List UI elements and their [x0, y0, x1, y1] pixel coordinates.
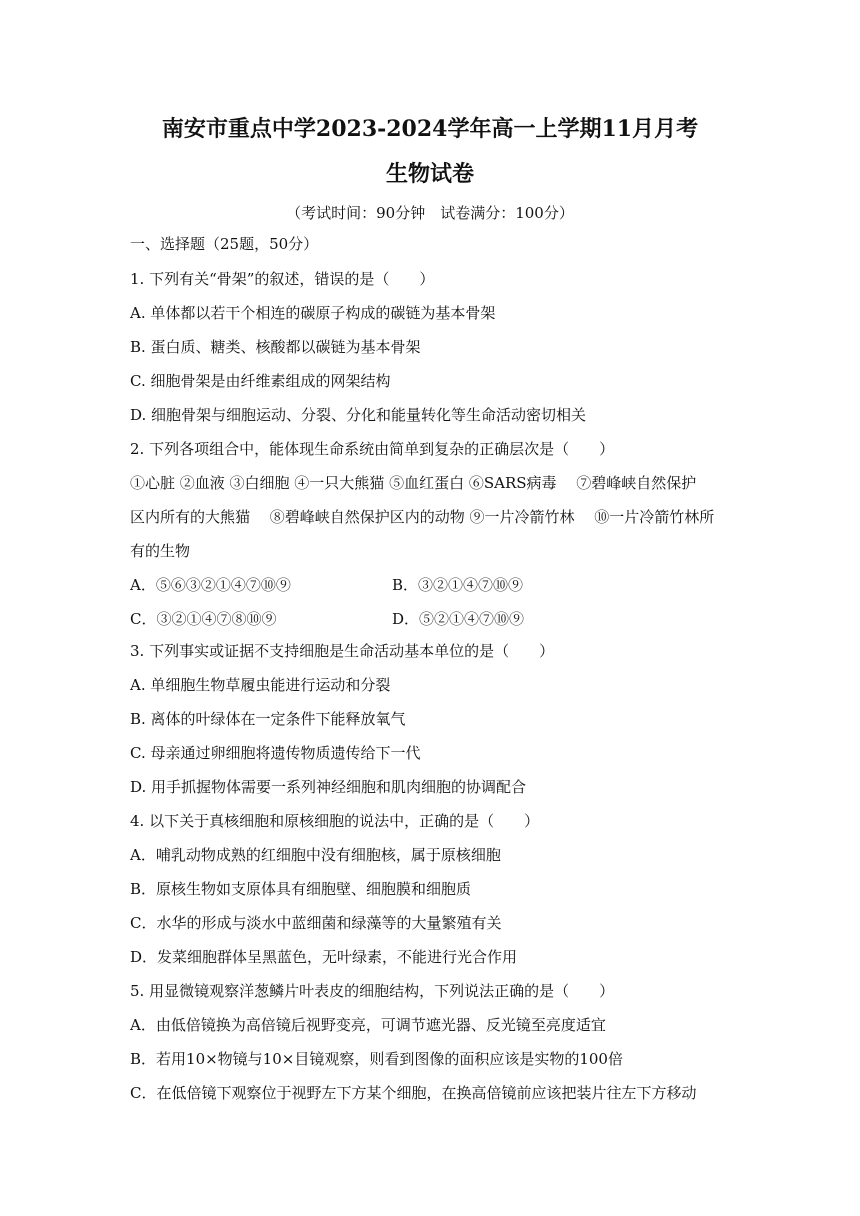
question-2-items-line-3: 有的生物 [130, 542, 191, 560]
question-2-items-line-2: 区内所有的大熊猫 ⑧碧峰峡自然保护区内的动物 ⑨一片冷箭竹林 ⑩一片冷箭竹林所 [130, 508, 715, 526]
question-3-option-d: D. 用手抓握物体需要一系列神经细胞和肌肉细胞的协调配合 [130, 778, 527, 796]
question-1-option-d: D. 细胞骨架与细胞运动、分裂、分化和能量转化等生命活动密切相关 [130, 406, 587, 424]
exam-subject: 生物试卷 [385, 161, 474, 187]
question-5-option-c: C．在低倍镜下观察位于视野左下方某个细胞，在换高倍镜前应该把装片往左下方移动 [130, 1084, 697, 1102]
exam-title: 南安市重点中学2023-2024学年高一上学期11月月考 [161, 116, 699, 142]
question-2-option-a: A．⑤⑥③②①④⑦⑩⑨ [130, 576, 291, 594]
question-1-option-c: C. 细胞骨架是由纤维素组成的网架结构 [130, 372, 391, 390]
question-5-stem: 5. 用显微镜观察洋葱鳞片叶表皮的细胞结构，下列说法正确的是（ ） [130, 982, 615, 1000]
question-3-option-a: A. 单细胞生物草履虫能进行运动和分裂 [130, 676, 391, 694]
question-2-option-c: C．③②①④⑦⑧⑩⑨ [130, 610, 277, 628]
question-2-option-d: D．⑤②①④⑦⑩⑨ [392, 610, 525, 628]
question-4-option-d: D．发菜细胞群体呈黑蓝色，无叶绿素，不能进行光合作用 [130, 948, 518, 966]
question-1-option-a: A. 单体都以若干个相连的碳原子构成的碳链为基本骨架 [130, 304, 496, 322]
question-2-option-b: B．③②①④⑦⑩⑨ [392, 576, 524, 594]
question-1-stem: 1. 下列有关“骨架”的叙述，错误的是（ ） [130, 270, 435, 288]
question-1-option-b: B. 蛋白质、糖类、核酸都以碳链为基本骨架 [130, 338, 421, 356]
question-4-stem: 4. 以下关于真核细胞和原核细胞的说法中，正确的是（ ） [130, 812, 540, 830]
exam-info: （考试时间：90分钟 试卷满分：100分） [286, 204, 574, 222]
question-3-stem: 3. 下列事实或证据不支持细胞是生命活动基本单位的是（ ） [130, 642, 555, 660]
question-2-stem: 2. 下列各项组合中，能体现生命系统由简单到复杂的正确层次是（ ） [130, 440, 615, 458]
question-3-option-b: B. 离体的叶绿体在一定条件下能释放氧气 [130, 710, 406, 728]
question-4-option-c: C．水华的形成与淡水中蓝细菌和绿藻等的大量繁殖有关 [130, 914, 502, 932]
question-4-option-b: B．原核生物如支原体具有细胞壁、细胞膜和细胞质 [130, 880, 472, 898]
question-5-option-a: A．由低倍镜换为高倍镜后视野变亮，可调节遮光器、反光镜至亮度适宜 [130, 1016, 606, 1034]
question-2-items-line-1: ①心脏 ②血液 ③白细胞 ④一只大熊猫 ⑤血红蛋白 ⑥SARS病毒 ⑦碧峰峡自然保护 [130, 474, 697, 492]
question-4-option-a: A．哺乳动物成熟的红细胞中没有细胞核，属于原核细胞 [130, 846, 501, 864]
question-3-option-c: C. 母亲通过卵细胞将遗传物质遗传给下一代 [130, 744, 421, 762]
section-heading: 一、选择题（25题，50分） [130, 235, 319, 253]
question-5-option-b: B．若用10×物镜与10×目镜观察，则看到图像的面积应该是实物的100倍 [130, 1050, 623, 1068]
